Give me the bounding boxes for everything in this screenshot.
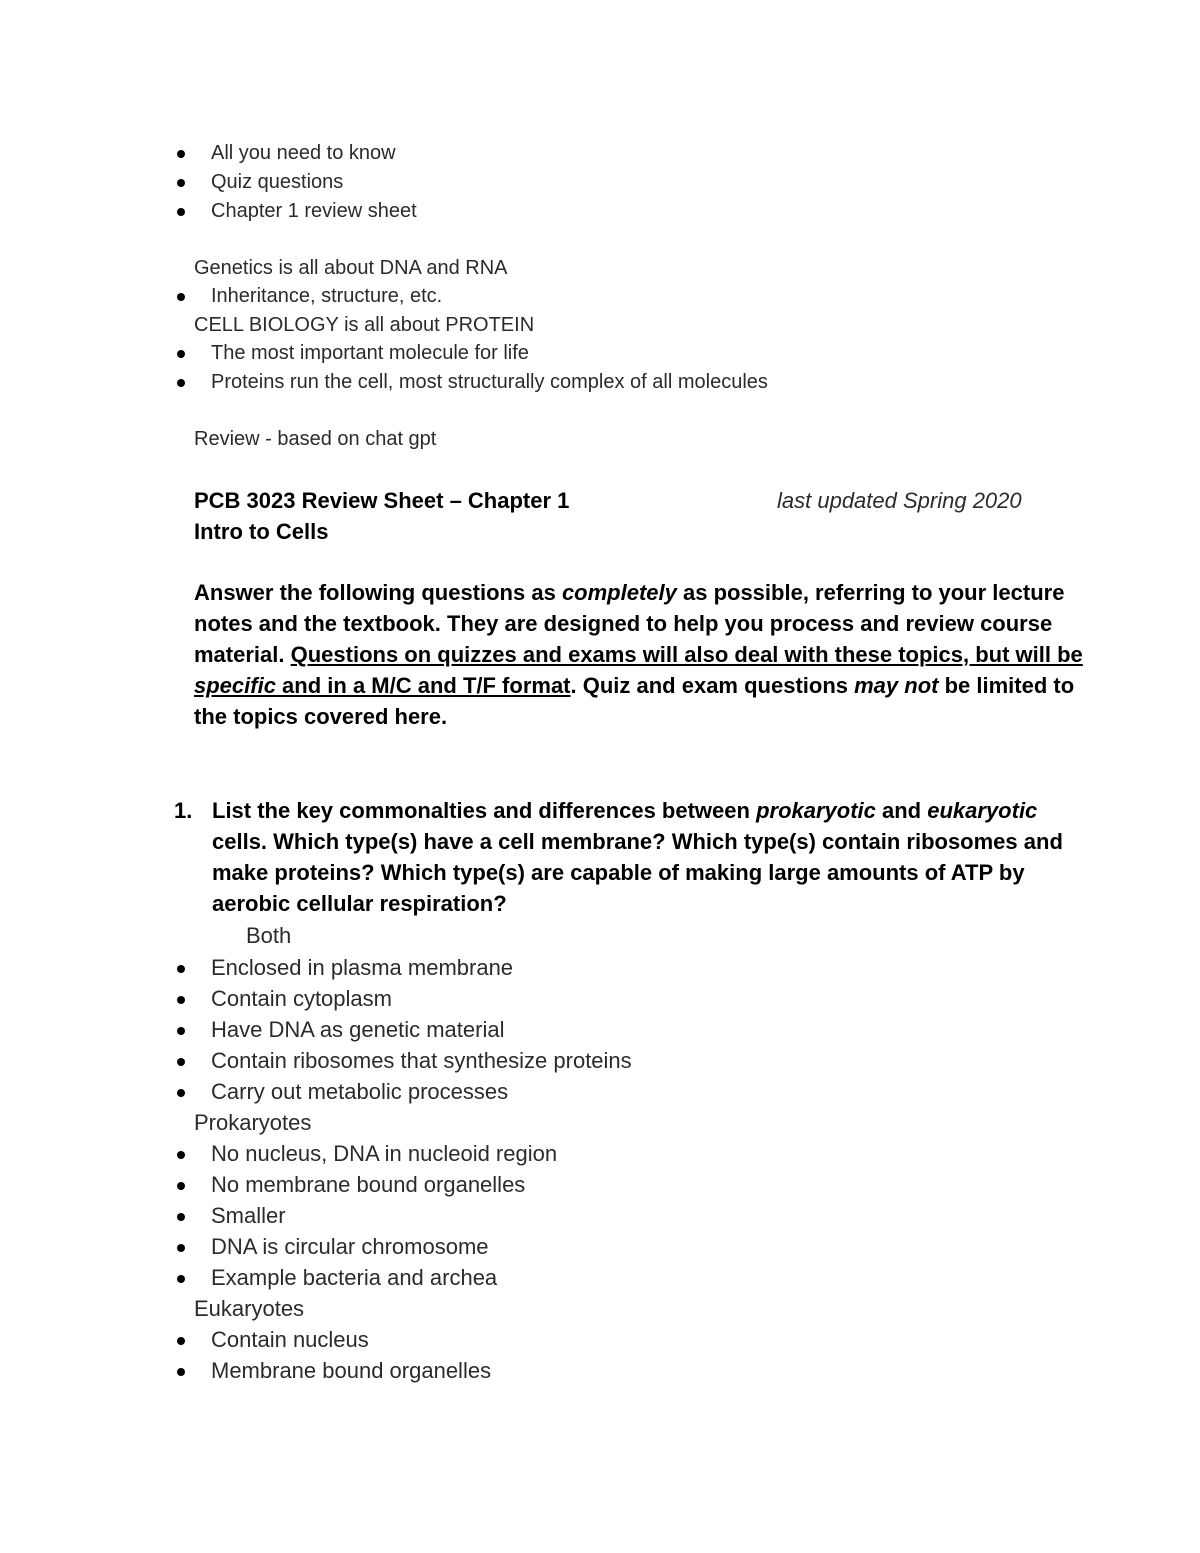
list-item: Smaller: [211, 1203, 286, 1228]
bullet-icon: [177, 293, 185, 301]
intro-underlined: Questions on quizzes and exams will also deal with these topics, but will be: [290, 642, 1083, 667]
intro-text: be limited to the topics covered here.: [194, 673, 1075, 729]
bullet-icon: [177, 1275, 185, 1283]
question-number: 1.: [174, 798, 193, 823]
list-item: The most important molecule for life: [211, 342, 529, 364]
bullet-icon: [177, 996, 185, 1004]
bullet-icon: [177, 1337, 185, 1345]
bullet-icon: [177, 965, 185, 973]
bullet-icon: [177, 1027, 185, 1035]
question-emphasis: eukaryotic: [927, 798, 1038, 823]
list-item: Inheritance, structure, etc.: [211, 285, 443, 307]
bullet-icon: [177, 350, 185, 358]
bullet-icon: [177, 1089, 185, 1097]
list-item: No nucleus, DNA in nucleoid region: [211, 1141, 558, 1166]
list-item: Quiz questions: [211, 171, 344, 193]
list-item: Contain nucleus: [211, 1327, 369, 1352]
list-item: All you need to know: [211, 142, 396, 164]
review-line: Review - based on chat gpt: [194, 428, 437, 450]
list-item: DNA is circular chromosome: [211, 1234, 489, 1259]
bullet-icon: [177, 1244, 185, 1252]
list-item: Carry out metabolic processes: [211, 1079, 509, 1104]
eukaryotes-heading: Eukaryotes: [194, 1296, 305, 1321]
question-emphasis: prokaryotic: [756, 798, 876, 823]
bullet-icon: [177, 150, 185, 158]
bullet-icon: [177, 1151, 185, 1159]
prokaryotes-heading: Prokaryotes: [194, 1110, 312, 1135]
list-item: Proteins run the cell, most structurally complex of all molecules: [211, 371, 768, 393]
list-item: Enclosed in plasma membrane: [211, 955, 514, 980]
question-text: List the key commonalties and differences between: [212, 798, 757, 823]
list-item: Chapter 1 review sheet: [211, 200, 417, 222]
instructions-paragraph: [194, 577, 1094, 732]
bullet-icon: [177, 1213, 185, 1221]
list-item: Contain cytoplasm: [211, 986, 392, 1011]
bullet-icon: [177, 379, 185, 387]
sheet-title: PCB 3023 Review Sheet – Chapter 1: [194, 488, 570, 513]
question-1: [212, 795, 1072, 919]
intro-emphasis: completely: [561, 580, 677, 605]
list-item: Example bacteria and archea: [211, 1265, 498, 1290]
genetics-line: Genetics is all about DNA and RNA: [194, 257, 508, 279]
question-text: cells. Which type(s) have a cell membrane? Which type(s) contain ribosomes and make proteins? Which type(s) are capable of making large amounts of ATP by aerobic cellular respiration?: [212, 829, 1063, 916]
list-item: No membrane bound organelles: [211, 1172, 526, 1197]
list-item: Membrane bound organelles: [211, 1358, 492, 1383]
bullet-icon: [177, 179, 185, 187]
both-heading: Both: [246, 923, 292, 948]
bullet-icon: [177, 208, 185, 216]
bullet-icon: [177, 1368, 185, 1376]
intro-text: Answer the following questions as: [194, 580, 562, 605]
intro-text: . Quiz and exam questions: [570, 673, 855, 698]
sheet-subtitle: Intro to Cells: [194, 519, 329, 544]
cellbio-line: CELL BIOLOGY is all about PROTEIN: [194, 314, 535, 336]
intro-underlined: and in a M/C and T/F format: [275, 673, 571, 698]
last-updated: last updated Spring 2020: [777, 488, 1022, 513]
list-item: Contain ribosomes that synthesize proteins: [211, 1048, 632, 1073]
question-text: and: [875, 798, 928, 823]
intro-underlined-emphasis: specific: [194, 673, 276, 698]
intro-text: as possible, referring to your lecture notes and the textbook. They are designed to help you process and review course material.: [194, 580, 1065, 667]
intro-emphasis: may not: [854, 673, 939, 698]
bullet-icon: [177, 1058, 185, 1066]
list-item: Have DNA as genetic material: [211, 1017, 505, 1042]
bullet-icon: [177, 1182, 185, 1190]
